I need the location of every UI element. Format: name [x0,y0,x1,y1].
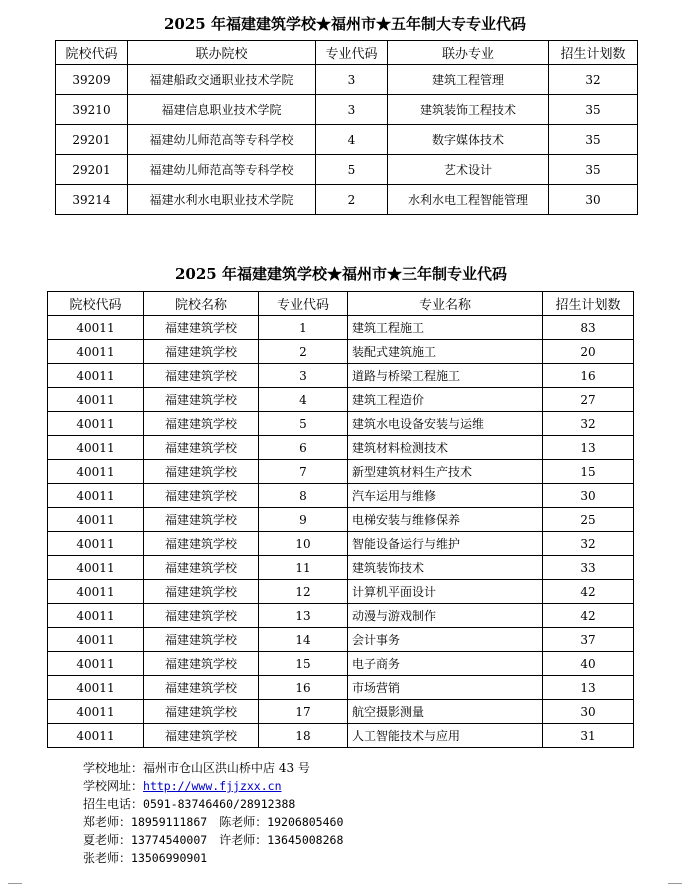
table-cell: 32 [543,412,634,436]
table-cell: 40011 [48,676,144,700]
column-header: 院校代码 [48,292,144,316]
table-cell: 35 [549,125,638,155]
table-cell: 福建幼儿师范高等专科学校 [128,155,316,185]
column-header: 专业名称 [348,292,543,316]
table-cell: 2 [259,340,348,364]
table-cell: 装配式建筑施工 [348,340,543,364]
teacher-label: 夏老师： [83,833,132,847]
table-cell: 40011 [48,436,144,460]
table-cell: 13 [259,604,348,628]
table-cell: 水利水电工程智能管理 [388,185,549,215]
table-cell: 20 [543,340,634,364]
table-cell: 39214 [56,185,128,215]
table-cell: 42 [543,604,634,628]
table-cell: 艺术设计 [388,155,549,185]
table-row [56,125,638,155]
table-cell: 33 [543,556,634,580]
five-year-program-table [55,40,638,215]
table-cell: 40011 [48,316,144,340]
column-header: 院校名称 [144,292,259,316]
teacher-label: 张老师： [83,851,132,865]
phone-line [83,795,343,813]
column-header: 招生计划数 [543,292,634,316]
table-cell: 42 [543,580,634,604]
teacher-phone: 13506990901 [131,851,208,865]
table-row [48,724,634,748]
table-cell: 2 [316,185,388,215]
table-row [48,676,634,700]
table-cell: 5 [259,412,348,436]
column-header: 院校代码 [56,41,128,65]
table-cell: 3 [316,65,388,95]
table-cell: 福建建筑学校 [144,460,259,484]
website-link[interactable]: http://www.fjjzxx.cn [143,779,282,793]
table-cell: 9 [259,508,348,532]
website-label: 学校网址： [83,779,144,793]
teacher-phone: 18959111867 [131,815,208,829]
table-cell: 福建建筑学校 [144,628,259,652]
table-row [48,652,634,676]
table-cell: 电梯安装与维修保养 [348,508,543,532]
table-row [56,95,638,125]
teacher-phone: 13774540007 [131,833,208,847]
teacher-label: 郑老师： [83,815,132,829]
table-row [56,155,638,185]
table-cell: 道路与桥梁工程施工 [348,364,543,388]
table-cell: 福建建筑学校 [144,724,259,748]
table-cell: 40011 [48,364,144,388]
teacher-phone: 19206805460 [267,815,344,829]
table-cell: 32 [549,65,638,95]
table-cell: 1 [259,316,348,340]
table-cell: 40011 [48,340,144,364]
table-cell: 30 [549,185,638,215]
table-cell: 32 [543,532,634,556]
table-cell: 29201 [56,125,128,155]
table-row [48,436,634,460]
table-cell: 建筑水电设备安装与运维 [348,412,543,436]
table-cell: 29201 [56,155,128,185]
table-cell: 汽车运用与维修 [348,484,543,508]
table-row [48,628,634,652]
table-cell: 40011 [48,484,144,508]
table-cell: 11 [259,556,348,580]
table-cell: 40011 [48,556,144,580]
table-cell: 12 [259,580,348,604]
table-cell: 15 [543,460,634,484]
table-cell: 福建建筑学校 [144,556,259,580]
table-row [48,364,634,388]
table-cell: 39209 [56,65,128,95]
table-cell: 建筑材料检测技术 [348,436,543,460]
table-cell: 13 [543,676,634,700]
table-cell: 40011 [48,700,144,724]
table-cell: 福建建筑学校 [144,604,259,628]
table-cell: 40011 [48,460,144,484]
table-cell: 18 [259,724,348,748]
table-cell: 福建建筑学校 [144,364,259,388]
table-cell: 智能设备运行与维护 [348,532,543,556]
table-cell: 27 [543,388,634,412]
table-row [48,604,634,628]
column-header: 联办专业 [388,41,549,65]
table-cell: 福建建筑学校 [144,580,259,604]
phone-label: 招生电话： [83,797,144,811]
address-label: 学校地址： [83,761,144,775]
table-cell: 40 [543,652,634,676]
website-line [83,777,343,795]
table-header-row [48,292,634,316]
table-cell: 40011 [48,532,144,556]
table-cell: 福建建筑学校 [144,388,259,412]
table2-title: 2025 年福建建筑学校★福州市★三年制专业代码 [175,265,507,283]
table-cell: 数字媒体技术 [388,125,549,155]
table-cell: 福建幼儿师范高等专科学校 [128,125,316,155]
table-cell: 市场营销 [348,676,543,700]
table-cell: 40011 [48,724,144,748]
table-cell: 航空摄影测量 [348,700,543,724]
table-cell: 83 [543,316,634,340]
phone-value: 0591-83746460/28912388 [143,797,296,811]
table-row [48,508,634,532]
table-cell: 39210 [56,95,128,125]
three-year-program-table [47,291,634,748]
table-cell: 31 [543,724,634,748]
table-row [48,580,634,604]
table-row [48,340,634,364]
table-cell: 25 [543,508,634,532]
address-value: 福州市仓山区洪山桥中店 43 号 [143,761,310,775]
teacher-line [83,849,343,867]
table-cell: 16 [259,676,348,700]
table-cell: 福建建筑学校 [144,700,259,724]
table-cell: 8 [259,484,348,508]
table-cell: 13 [543,436,634,460]
teacher-label: 陈老师： [219,815,268,829]
table-row [48,484,634,508]
table-cell: 福建信息职业技术学院 [128,95,316,125]
table1-title: 2025 年福建建筑学校★福州市★五年制大专专业代码 [164,15,526,33]
table-cell: 7 [259,460,348,484]
page-corner-mark [8,883,22,887]
table-row [56,65,638,95]
table-cell: 30 [543,484,634,508]
table-cell: 37 [543,628,634,652]
column-header: 专业代码 [316,41,388,65]
table-cell: 35 [549,155,638,185]
table-cell: 6 [259,436,348,460]
table-cell: 4 [259,388,348,412]
table-cell: 福建水利水电职业技术学院 [128,185,316,215]
page-corner-mark [668,883,682,887]
teacher-line [83,831,343,849]
column-header: 专业代码 [259,292,348,316]
table-cell: 福建建筑学校 [144,652,259,676]
table-cell: 16 [543,364,634,388]
table-cell: 计算机平面设计 [348,580,543,604]
table-cell: 福建建筑学校 [144,340,259,364]
table-cell: 14 [259,628,348,652]
table-cell: 建筑工程造价 [348,388,543,412]
table-cell: 建筑装饰技术 [348,556,543,580]
table-cell: 3 [316,95,388,125]
table2-body [48,316,634,748]
table-cell: 10 [259,532,348,556]
table-cell: 会计事务 [348,628,543,652]
table-header-row [56,41,638,65]
table-cell: 福建建筑学校 [144,436,259,460]
table-cell: 福建建筑学校 [144,484,259,508]
table-cell: 4 [316,125,388,155]
table-row [56,185,638,215]
column-header: 联办院校 [128,41,316,65]
table-cell: 40011 [48,604,144,628]
table-cell: 电子商务 [348,652,543,676]
table-cell: 福建建筑学校 [144,412,259,436]
contact-info [83,759,343,867]
teacher-phone: 13645008268 [267,833,344,847]
table-cell: 福建船政交通职业技术学院 [128,65,316,95]
table-row [48,532,634,556]
teacher-label: 许老师： [219,833,268,847]
table-cell: 5 [316,155,388,185]
teacher-line [83,813,343,831]
table-cell: 建筑工程施工 [348,316,543,340]
table-cell: 建筑工程管理 [388,65,549,95]
table-cell: 40011 [48,652,144,676]
table-cell: 40011 [48,412,144,436]
table-cell: 40011 [48,628,144,652]
table-cell: 17 [259,700,348,724]
table-row [48,460,634,484]
table-cell: 35 [549,95,638,125]
table-cell: 40011 [48,508,144,532]
table-cell: 福建建筑学校 [144,532,259,556]
table-cell: 40011 [48,388,144,412]
table-cell: 3 [259,364,348,388]
table1-body [56,65,638,215]
table-cell: 福建建筑学校 [144,508,259,532]
table-row [48,556,634,580]
address-line [83,759,343,777]
table-row [48,388,634,412]
table-row [48,316,634,340]
table-cell: 福建建筑学校 [144,316,259,340]
table-cell: 40011 [48,580,144,604]
table-row [48,700,634,724]
table-cell: 15 [259,652,348,676]
table-row [48,412,634,436]
table-cell: 建筑装饰工程技术 [388,95,549,125]
table-cell: 福建建筑学校 [144,676,259,700]
column-header: 招生计划数 [549,41,638,65]
table-cell: 30 [543,700,634,724]
table-cell: 人工智能技术与应用 [348,724,543,748]
table-cell: 新型建筑材料生产技术 [348,460,543,484]
table-cell: 动漫与游戏制作 [348,604,543,628]
